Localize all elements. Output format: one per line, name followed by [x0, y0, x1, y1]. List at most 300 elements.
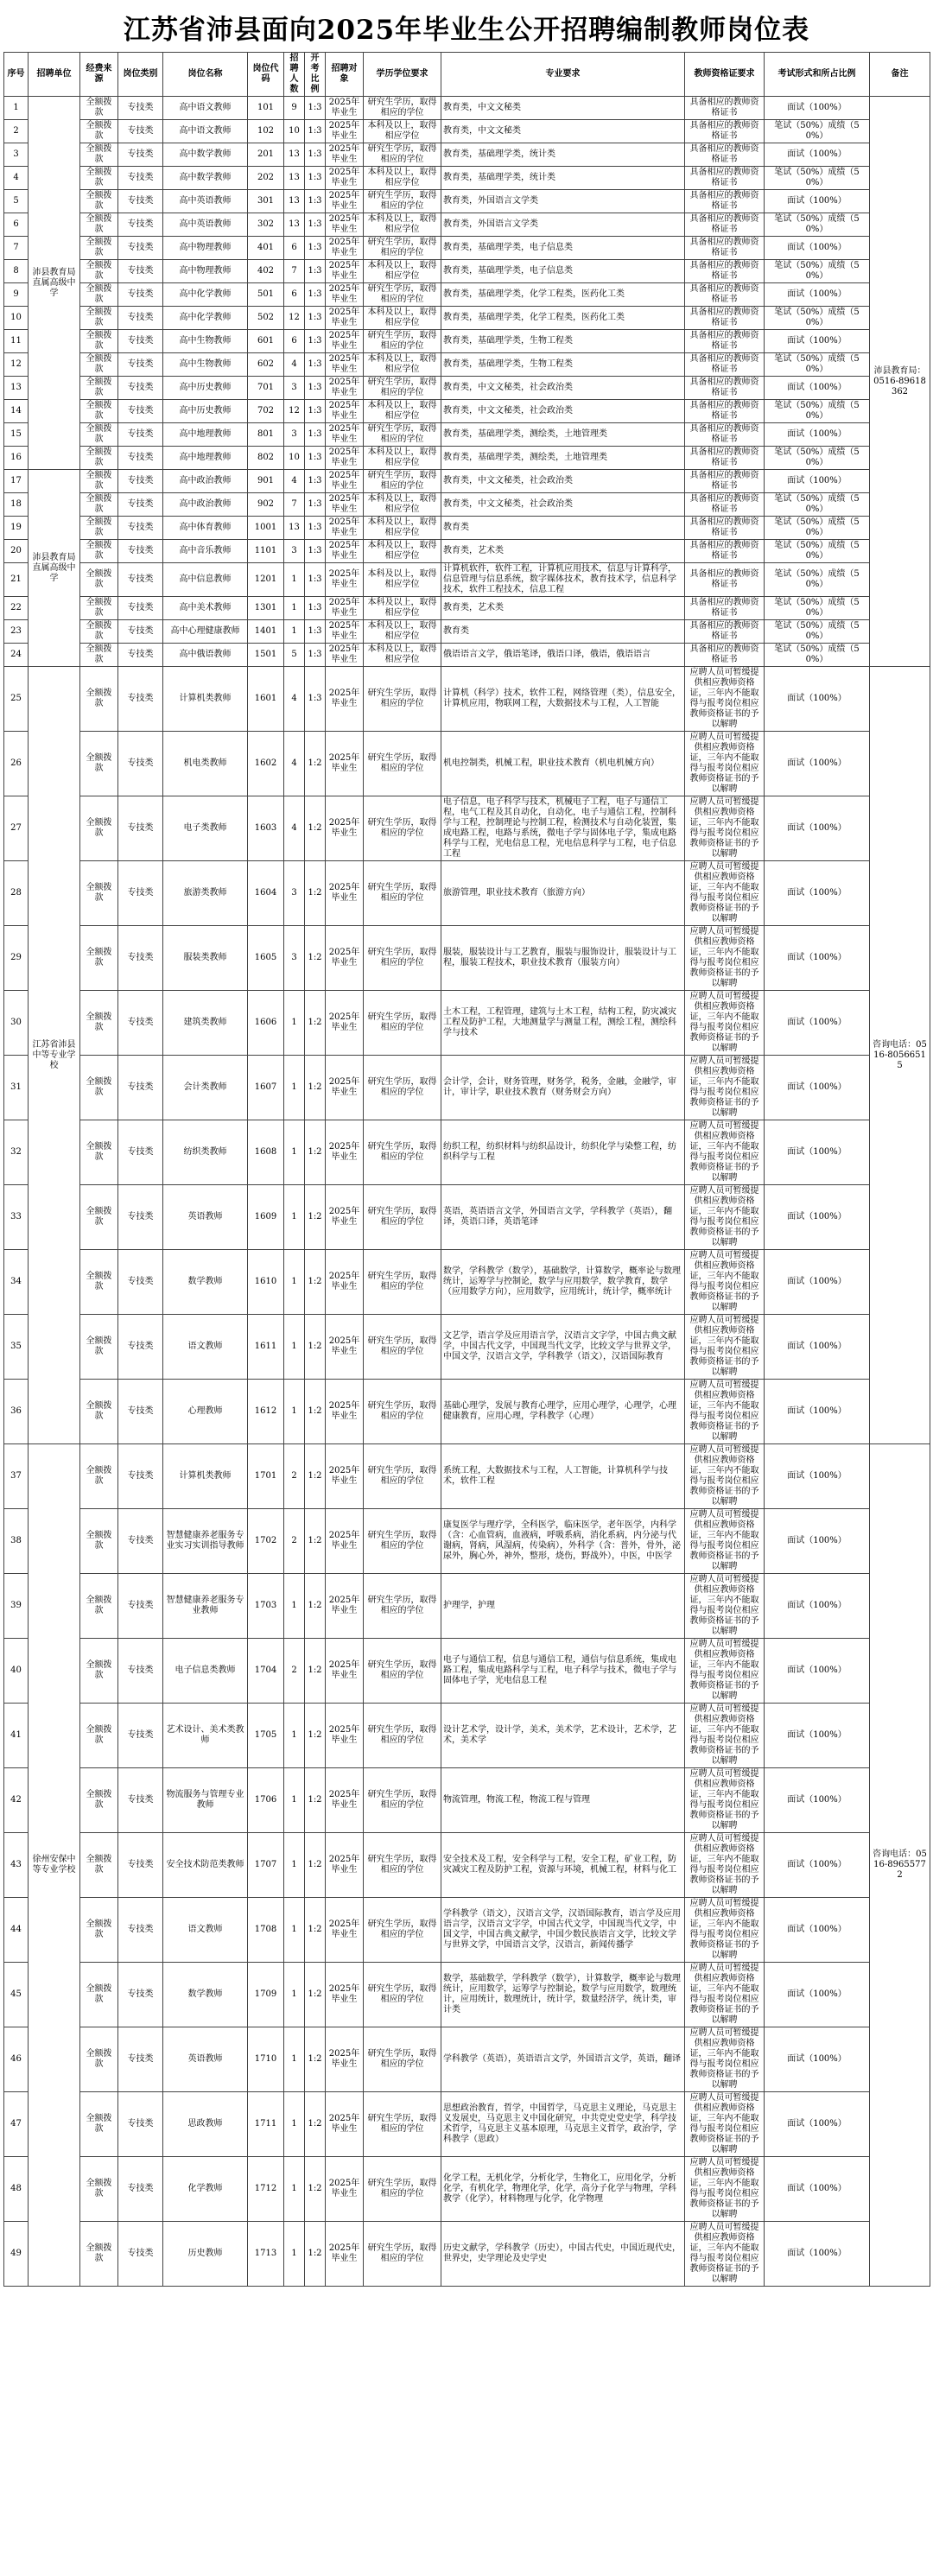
cell-count: 1 — [284, 1056, 305, 1120]
cell-fund: 全额拨款 — [80, 1704, 118, 1768]
cell-exam: 笔试（50%）成绩（50%） — [765, 563, 870, 597]
cell-no: 15 — [4, 423, 29, 447]
cell-no: 37 — [4, 1444, 29, 1509]
cell-fund: 全额拨款 — [80, 377, 118, 400]
cell-category: 专技类 — [118, 620, 163, 644]
cell-target: 2025年毕业生 — [326, 796, 364, 861]
cell-no: 22 — [4, 597, 29, 620]
cell-category: 专技类 — [118, 517, 163, 540]
cell-count: 4 — [284, 796, 305, 861]
cell-target: 2025年毕业生 — [326, 143, 364, 167]
table-row — [4, 1574, 930, 1639]
cell-education: 研究生学历，取得相应的学位 — [364, 1056, 441, 1120]
header-cell: 招聘人数 — [284, 53, 305, 97]
cell-category: 专技类 — [118, 1639, 163, 1704]
cell-code: 1605 — [248, 926, 284, 991]
cell-post: 高中数学教师 — [163, 143, 248, 167]
cell-ratio: 1:3 — [305, 97, 326, 120]
cell-exam: 面试（100%） — [765, 2027, 870, 2092]
cell-fund: 全额拨款 — [80, 237, 118, 260]
cell-exam: 面试（100%） — [765, 190, 870, 213]
cell-category: 专技类 — [118, 1509, 163, 1574]
cell-post: 高中化学教师 — [163, 307, 248, 330]
header-cell: 序号 — [4, 53, 29, 97]
cell-count: 13 — [284, 167, 305, 190]
cell-category: 专技类 — [118, 1768, 163, 1833]
cell-post: 计算机类教师 — [163, 1444, 248, 1509]
cell-no: 30 — [4, 991, 29, 1056]
cell-count: 12 — [284, 400, 305, 423]
cell-category: 专技类 — [118, 597, 163, 620]
cell-major: 计算机（科学）技术，软件工程，网络管理（类），信息安全，计算机应用，物联网工程，大数据技术与工程，人工智能 — [441, 667, 685, 732]
cell-no: 7 — [4, 237, 29, 260]
cell-major: 纺织工程，纺织材料与纺织品设计，纺织化学与染整工程，纺织科学与工程 — [441, 1120, 685, 1185]
cell-category: 专技类 — [118, 400, 163, 423]
table-row — [4, 2092, 930, 2157]
table-row — [4, 1250, 930, 1315]
cell-post: 艺术设计、美术类教师 — [163, 1704, 248, 1768]
cell-education: 研究生学历，取得相应的学位 — [364, 926, 441, 991]
cell-post: 计算机类教师 — [163, 667, 248, 732]
cell-education: 本科及以上，取得相应学位 — [364, 620, 441, 644]
cell-exam: 面试（100%） — [765, 1833, 870, 1898]
cell-exam: 笔试（50%）成绩（50%） — [765, 517, 870, 540]
cell-code: 401 — [248, 237, 284, 260]
cell-certificate: 应聘人员可暂缓提供相应教师资格证，三年内不能取得与报考岗位相应教师资格证书的予以解聘 — [685, 1250, 765, 1315]
cell-exam: 面试（100%） — [765, 237, 870, 260]
table-row — [4, 1380, 930, 1444]
table-row — [4, 1768, 930, 1833]
cell-post: 英语教师 — [163, 2027, 248, 2092]
cell-no: 2 — [4, 120, 29, 143]
cell-major: 教育类，中文文秘类，社会政治类 — [441, 400, 685, 423]
cell-count: 1 — [284, 563, 305, 597]
cell-exam: 面试（100%） — [765, 1639, 870, 1704]
cell-certificate: 具备相应的教师资格证书 — [685, 283, 765, 307]
cell-exam: 面试（100%） — [765, 861, 870, 926]
cell-category: 专技类 — [118, 1056, 163, 1120]
table-row — [4, 667, 930, 732]
cell-certificate: 应聘人员可暂缓提供相应教师资格证，三年内不能取得与报考岗位相应教师资格证书的予以解聘 — [685, 1898, 765, 1963]
cell-post: 高中体育教师 — [163, 517, 248, 540]
cell-education: 研究生学历，取得相应的学位 — [364, 1185, 441, 1250]
cell-target: 2025年毕业生 — [326, 1963, 364, 2027]
cell-target: 2025年毕业生 — [326, 307, 364, 330]
cell-post: 高中政治教师 — [163, 493, 248, 517]
cell-post: 高中心理健康教师 — [163, 620, 248, 644]
cell-education: 本科及以上，取得相应学位 — [364, 493, 441, 517]
cell-ratio: 1:2 — [305, 1704, 326, 1768]
cell-post: 高中语文教师 — [163, 120, 248, 143]
cell-ratio: 1:2 — [305, 1639, 326, 1704]
cell-post: 语文教师 — [163, 1315, 248, 1380]
cell-target: 2025年毕业生 — [326, 1120, 364, 1185]
cell-code: 1713 — [248, 2222, 284, 2287]
cell-count: 3 — [284, 377, 305, 400]
cell-exam: 面试（100%） — [765, 1120, 870, 1185]
cell-category: 专技类 — [118, 307, 163, 330]
header-cell: 经费来源 — [80, 53, 118, 97]
table-row — [4, 1056, 930, 1120]
cell-target: 2025年毕业生 — [326, 620, 364, 644]
cell-ratio: 1:3 — [305, 470, 326, 493]
cell-target: 2025年毕业生 — [326, 237, 364, 260]
header-cell: 岗位类别 — [118, 53, 163, 97]
cell-certificate: 应聘人员可暂缓提供相应教师资格证，三年内不能取得与报考岗位相应教师资格证书的予以解聘 — [685, 2092, 765, 2157]
cell-count: 1 — [284, 1315, 305, 1380]
cell-fund: 全额拨款 — [80, 2157, 118, 2222]
cell-count: 2 — [284, 1444, 305, 1509]
cell-ratio: 1:3 — [305, 353, 326, 377]
cell-fund: 全额拨款 — [80, 620, 118, 644]
cell-post: 智慧健康养老服务专业教师 — [163, 1574, 248, 1639]
cell-certificate: 具备相应的教师资格证书 — [685, 143, 765, 167]
cell-category: 专技类 — [118, 926, 163, 991]
cell-no: 45 — [4, 1963, 29, 2027]
page-title: 江苏省沛县面向2025年毕业生公开招聘编制教师岗位表 — [123, 15, 810, 46]
cell-category: 专技类 — [118, 2092, 163, 2157]
cell-count: 5 — [284, 644, 305, 667]
cell-code: 1001 — [248, 517, 284, 540]
cell-certificate: 应聘人员可暂缓提供相应教师资格证，三年内不能取得与报考岗位相应教师资格证书的予以解聘 — [685, 1704, 765, 1768]
header-cell: 学历学位要求 — [364, 53, 441, 97]
cell-fund: 全额拨款 — [80, 1120, 118, 1185]
cell-ratio: 1:2 — [305, 1574, 326, 1639]
cell-no: 11 — [4, 330, 29, 353]
cell-ratio: 1:3 — [305, 400, 326, 423]
cell-code: 101 — [248, 97, 284, 120]
cell-no: 14 — [4, 400, 29, 423]
cell-major: 康复医学与理疗学，全科医学，临床医学，老年医学，内科学（含：心血管病，血液病，呼吸系病，消化系病，内分泌与代谢病，肾病，风湿病，传染病），外科学（含：普外，骨外，泌尿外，胸心外，神外，整形，烧伤，野战外），中医，中医学 — [441, 1509, 685, 1574]
cell-education: 研究生学历，取得相应的学位 — [364, 1250, 441, 1315]
cell-certificate: 应聘人员可暂缓提供相应教师资格证，三年内不能取得与报考岗位相应教师资格证书的予以解聘 — [685, 2027, 765, 2092]
cell-target: 2025年毕业生 — [326, 1380, 364, 1444]
table-row — [4, 732, 930, 796]
cell-ratio: 1:3 — [305, 120, 326, 143]
cell-certificate: 具备相应的教师资格证书 — [685, 644, 765, 667]
header-cell: 招聘单位 — [29, 53, 80, 97]
cell-certificate: 具备相应的教师资格证书 — [685, 470, 765, 493]
cell-category: 专技类 — [118, 447, 163, 470]
cell-major: 基础心理学，发展与教育心理学，应用心理学，心理学，心理健康教育，应用心理，学科教学（心理） — [441, 1380, 685, 1444]
cell-fund: 全额拨款 — [80, 732, 118, 796]
cell-no: 42 — [4, 1768, 29, 1833]
cell-fund: 全额拨款 — [80, 447, 118, 470]
table-body — [4, 97, 930, 2287]
cell-target: 2025年毕业生 — [326, 861, 364, 926]
cell-education: 研究生学历，取得相应的学位 — [364, 1704, 441, 1768]
cell-certificate: 具备相应的教师资格证书 — [685, 330, 765, 353]
cell-no: 38 — [4, 1509, 29, 1574]
cell-code: 1101 — [248, 540, 284, 563]
cell-count: 1 — [284, 1380, 305, 1444]
cell-exam: 面试（100%） — [765, 283, 870, 307]
cell-education: 研究生学历，取得相应的学位 — [364, 237, 441, 260]
cell-target: 2025年毕业生 — [326, 1185, 364, 1250]
cell-no: 33 — [4, 1185, 29, 1250]
cell-code: 1704 — [248, 1639, 284, 1704]
cell-code: 1708 — [248, 1898, 284, 1963]
cell-ratio: 1:2 — [305, 2157, 326, 2222]
cell-major: 历史文献学，学科教学（历史），中国古代史，中国近现代史，世界史，史学理论及史学史 — [441, 2222, 685, 2287]
cell-major: 教育类，基础理学类，统计类 — [441, 167, 685, 190]
cell-major: 教育类，中文文秘类 — [441, 97, 685, 120]
cell-major: 教育类，基础理学类，生物工程类 — [441, 353, 685, 377]
cell-target: 2025年毕业生 — [326, 400, 364, 423]
cell-fund: 全额拨款 — [80, 213, 118, 237]
cell-major: 计算机软件，软件工程，计算机应用技术，信息与计算科学，信息管理与信息系统，数字媒体技术，教育技术学，信息科学技术，软件工程技术，信息工程 — [441, 563, 685, 597]
cell-fund: 全额拨款 — [80, 1315, 118, 1380]
cell-post: 心理教师 — [163, 1380, 248, 1444]
cell-target: 2025年毕业生 — [326, 330, 364, 353]
table-row — [4, 563, 930, 597]
cell-no: 17 — [4, 470, 29, 493]
cell-code: 1604 — [248, 861, 284, 926]
cell-ratio: 1:3 — [305, 597, 326, 620]
cell-major: 机电控制类，机械工程，职业技术教育（机电机械方向） — [441, 732, 685, 796]
cell-target: 2025年毕业生 — [326, 1056, 364, 1120]
cell-category: 专技类 — [118, 143, 163, 167]
cell-code: 601 — [248, 330, 284, 353]
cell-target: 2025年毕业生 — [326, 1898, 364, 1963]
cell-certificate: 具备相应的教师资格证书 — [685, 493, 765, 517]
cell-major: 安全技术及工程，安全科学与工程，安全工程，矿业工程，防灾减灾工程及防护工程，资源与环境，机械工程，材料与化工 — [441, 1833, 685, 1898]
cell-code: 202 — [248, 167, 284, 190]
cell-category: 专技类 — [118, 1185, 163, 1250]
cell-fund: 全额拨款 — [80, 143, 118, 167]
cell-category: 专技类 — [118, 796, 163, 861]
cell-certificate: 应聘人员可暂缓提供相应教师资格证，三年内不能取得与报考岗位相应教师资格证书的予以解聘 — [685, 1509, 765, 1574]
cell-post: 高中政治教师 — [163, 470, 248, 493]
cell-count: 1 — [284, 2027, 305, 2092]
table-row — [4, 540, 930, 563]
cell-ratio: 1:3 — [305, 540, 326, 563]
table-row — [4, 353, 930, 377]
cell-code: 1603 — [248, 796, 284, 861]
cell-unit: 沛县教育局直属高级中学 — [29, 470, 80, 667]
cell-no: 26 — [4, 732, 29, 796]
cell-major: 教育类，中文文秘类，社会政治类 — [441, 493, 685, 517]
cell-count: 10 — [284, 120, 305, 143]
cell-certificate: 应聘人员可暂缓提供相应教师资格证，三年内不能取得与报考岗位相应教师资格证书的予以解聘 — [685, 1768, 765, 1833]
cell-education: 研究生学历，取得相应的学位 — [364, 1574, 441, 1639]
table-row — [4, 597, 930, 620]
cell-category: 专技类 — [118, 732, 163, 796]
cell-target: 2025年毕业生 — [326, 1833, 364, 1898]
cell-target: 2025年毕业生 — [326, 1639, 364, 1704]
cell-major: 护理学，护理 — [441, 1574, 685, 1639]
cell-certificate: 应聘人员可暂缓提供相应教师资格证，三年内不能取得与报考岗位相应教师资格证书的予以解聘 — [685, 667, 765, 732]
cell-target: 2025年毕业生 — [326, 1509, 364, 1574]
cell-fund: 全额拨款 — [80, 423, 118, 447]
cell-ratio: 1:2 — [305, 1315, 326, 1380]
cell-certificate: 应聘人员可暂缓提供相应教师资格证，三年内不能取得与报考岗位相应教师资格证书的予以解聘 — [685, 2222, 765, 2287]
cell-ratio: 1:2 — [305, 1120, 326, 1185]
cell-education: 研究生学历，取得相应的学位 — [364, 732, 441, 796]
cell-ratio: 1:2 — [305, 1833, 326, 1898]
cell-no: 23 — [4, 620, 29, 644]
cell-post: 高中物理教师 — [163, 237, 248, 260]
cell-certificate: 具备相应的教师资格证书 — [685, 237, 765, 260]
cell-target: 2025年毕业生 — [326, 1250, 364, 1315]
cell-post: 智慧健康养老服务专业实习实训指导教师 — [163, 1509, 248, 1574]
cell-fund: 全额拨款 — [80, 307, 118, 330]
cell-major: 英语，英语语言文学，外国语言文学，学科教学（英语），翻译，英语口译，英语笔译 — [441, 1185, 685, 1250]
table-row — [4, 1639, 930, 1704]
cell-ratio: 1:2 — [305, 1444, 326, 1509]
cell-target: 2025年毕业生 — [326, 283, 364, 307]
cell-ratio: 1:2 — [305, 1056, 326, 1120]
cell-major: 旅游管理，职业技术教育（旅游方向） — [441, 861, 685, 926]
cell-education: 本科及以上，取得相应学位 — [364, 307, 441, 330]
cell-ratio: 1:3 — [305, 143, 326, 167]
cell-ratio: 1:2 — [305, 1185, 326, 1250]
cell-education: 研究生学历，取得相应的学位 — [364, 991, 441, 1056]
cell-category: 专技类 — [118, 493, 163, 517]
cell-exam: 面试（100%） — [765, 423, 870, 447]
cell-major: 思想政治教育，哲学，中国哲学，马克思主义理论，马克思主义发展史，马克思主义中国化研究，中共党史党史学，科学技术哲学，马克思主义基本原理，马克思主义哲学，政治学，学科教学（思政） — [441, 2092, 685, 2157]
cell-no: 6 — [4, 213, 29, 237]
cell-education: 本科及以上，取得相应学位 — [364, 644, 441, 667]
cell-post: 高中英语教师 — [163, 213, 248, 237]
cell-no: 5 — [4, 190, 29, 213]
cell-post: 高中美术教师 — [163, 597, 248, 620]
cell-certificate: 应聘人员可暂缓提供相应教师资格证，三年内不能取得与报考岗位相应教师资格证书的予以解聘 — [685, 796, 765, 861]
cell-ratio: 1:3 — [305, 307, 326, 330]
cell-code: 1612 — [248, 1380, 284, 1444]
cell-code: 1609 — [248, 1185, 284, 1250]
cell-post: 高中化学教师 — [163, 283, 248, 307]
cell-code: 1201 — [248, 563, 284, 597]
table-row — [4, 1898, 930, 1963]
cell-ratio: 1:2 — [305, 1509, 326, 1574]
cell-count: 1 — [284, 620, 305, 644]
cell-certificate: 具备相应的教师资格证书 — [685, 353, 765, 377]
cell-certificate: 具备相应的教师资格证书 — [685, 423, 765, 447]
cell-ratio: 1:3 — [305, 517, 326, 540]
cell-unit: 徐州安保中等专业学校 — [29, 1444, 80, 2287]
cell-ratio: 1:2 — [305, 2027, 326, 2092]
cell-code: 102 — [248, 120, 284, 143]
cell-target: 2025年毕业生 — [326, 732, 364, 796]
cell-education: 研究生学历，取得相应的学位 — [364, 2222, 441, 2287]
table-row — [4, 143, 930, 167]
cell-education: 研究生学历，取得相应的学位 — [364, 2157, 441, 2222]
cell-major: 设计艺术学，设计学，美术，美术学，艺术设计，艺术学，艺术，美术学 — [441, 1704, 685, 1768]
cell-category: 专技类 — [118, 97, 163, 120]
cell-ratio: 1:3 — [305, 260, 326, 283]
cell-exam: 面试（100%） — [765, 732, 870, 796]
cell-category: 专技类 — [118, 1444, 163, 1509]
cell-target: 2025年毕业生 — [326, 2222, 364, 2287]
cell-major: 学科教学（英语），英语语言文学，外国语言文学，英语，翻译 — [441, 2027, 685, 2092]
cell-category: 专技类 — [118, 1574, 163, 1639]
cell-target: 2025年毕业生 — [326, 517, 364, 540]
cell-education: 研究生学历，取得相应的学位 — [364, 1833, 441, 1898]
cell-no: 10 — [4, 307, 29, 330]
table-row — [4, 307, 930, 330]
cell-fund: 全额拨款 — [80, 97, 118, 120]
cell-count: 7 — [284, 493, 305, 517]
cell-exam: 面试（100%） — [765, 926, 870, 991]
cell-fund: 全额拨款 — [80, 1898, 118, 1963]
table-row — [4, 493, 930, 517]
cell-no: 3 — [4, 143, 29, 167]
cell-exam: 面试（100%） — [765, 143, 870, 167]
table-row — [4, 926, 930, 991]
table-row — [4, 400, 930, 423]
table-row — [4, 1315, 930, 1380]
cell-target: 2025年毕业生 — [326, 2157, 364, 2222]
cell-exam: 面试（100%） — [765, 1768, 870, 1833]
cell-major: 教育类，基础理学类，化学工程类，医药化工类 — [441, 283, 685, 307]
cell-no: 34 — [4, 1250, 29, 1315]
cell-category: 专技类 — [118, 1898, 163, 1963]
cell-certificate: 应聘人员可暂缓提供相应教师资格证，三年内不能取得与报考岗位相应教师资格证书的予以解聘 — [685, 1833, 765, 1898]
cell-category: 专技类 — [118, 563, 163, 597]
cell-count: 1 — [284, 1120, 305, 1185]
cell-ratio: 1:3 — [305, 563, 326, 597]
cell-major: 教育类 — [441, 517, 685, 540]
cell-code: 1501 — [248, 644, 284, 667]
cell-post: 高中物理教师 — [163, 260, 248, 283]
cell-post: 高中数学教师 — [163, 167, 248, 190]
cell-no: 43 — [4, 1833, 29, 1898]
cell-exam: 面试（100%） — [765, 1444, 870, 1509]
cell-ratio: 1:2 — [305, 926, 326, 991]
cell-post: 高中历史教师 — [163, 400, 248, 423]
cell-target: 2025年毕业生 — [326, 563, 364, 597]
cell-category: 专技类 — [118, 2157, 163, 2222]
cell-ratio: 1:2 — [305, 796, 326, 861]
cell-count: 13 — [284, 213, 305, 237]
cell-count: 13 — [284, 517, 305, 540]
cell-education: 研究生学历，取得相应的学位 — [364, 2092, 441, 2157]
cell-major: 会计学，会计，财务管理，财务学，税务，金融，金融学，审计，审计学，职业技术教育（财务财会方向） — [441, 1056, 685, 1120]
header-cell: 考试形式和所占比例 — [765, 53, 870, 97]
cell-education: 本科及以上，取得相应学位 — [364, 540, 441, 563]
cell-exam: 面试（100%） — [765, 796, 870, 861]
header-row — [4, 53, 930, 97]
cell-remark: 咨询电话：0516-89655772 — [870, 1444, 930, 2287]
cell-no: 49 — [4, 2222, 29, 2287]
cell-no: 8 — [4, 260, 29, 283]
cell-post: 高中语文教师 — [163, 97, 248, 120]
cell-certificate: 具备相应的教师资格证书 — [685, 307, 765, 330]
table-row — [4, 2027, 930, 2092]
cell-exam: 笔试（50%）成绩（50%） — [765, 120, 870, 143]
cell-target: 2025年毕业生 — [326, 667, 364, 732]
cell-fund: 全额拨款 — [80, 1185, 118, 1250]
cell-ratio: 1:3 — [305, 620, 326, 644]
cell-code: 1702 — [248, 1509, 284, 1574]
cell-count: 4 — [284, 470, 305, 493]
table-row — [4, 283, 930, 307]
cell-ratio: 1:3 — [305, 377, 326, 400]
cell-count: 1 — [284, 1704, 305, 1768]
cell-post: 机电类教师 — [163, 732, 248, 796]
cell-fund: 全额拨款 — [80, 667, 118, 732]
cell-fund: 全额拨款 — [80, 926, 118, 991]
cell-ratio: 1:2 — [305, 991, 326, 1056]
table-row — [4, 377, 930, 400]
cell-target: 2025年毕业生 — [326, 213, 364, 237]
cell-ratio: 1:2 — [305, 1898, 326, 1963]
cell-remark: 咨询电话：0516-80566515 — [870, 667, 930, 1444]
table-row — [4, 190, 930, 213]
cell-education: 研究生学历，取得相应的学位 — [364, 861, 441, 926]
cell-major: 教育类 — [441, 620, 685, 644]
